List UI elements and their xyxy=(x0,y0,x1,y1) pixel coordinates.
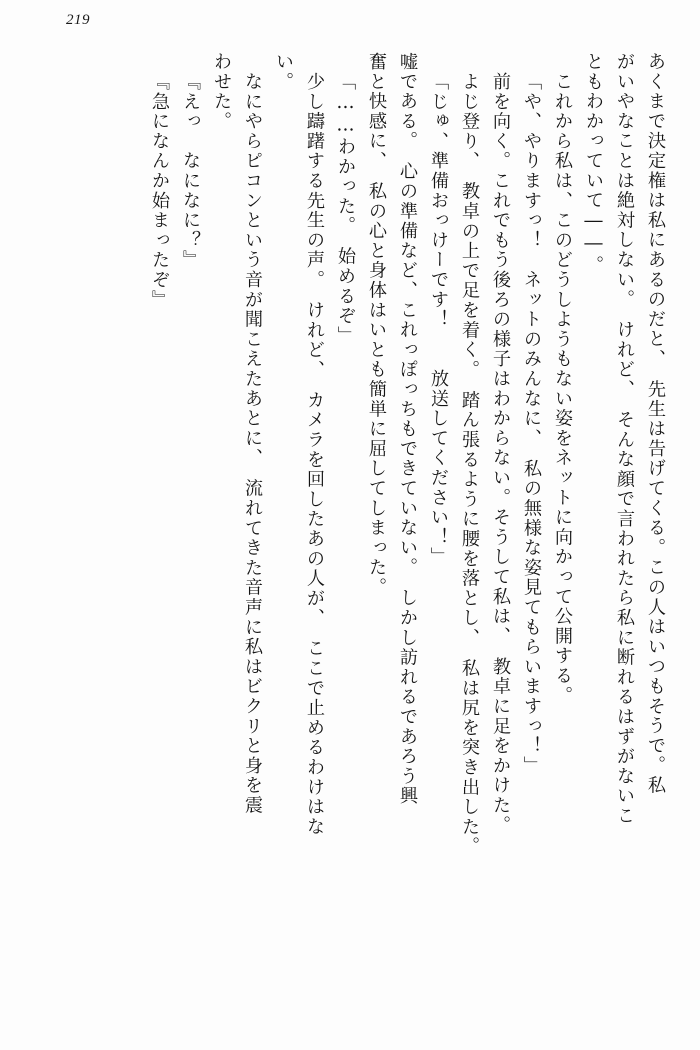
text-column: 「じゅ、準備おっけーです！ 放送してください！」 xyxy=(428,72,449,567)
text-column: 奮と快感に、 私の心と身体はいとも簡単に屈してしまった。 xyxy=(366,52,387,598)
text-column: わせた。 xyxy=(211,52,232,132)
text-column: あくまで決定権は私にあるのだと、 先生は告げてくる。この人はいつもそうで。私 xyxy=(645,52,666,796)
vertical-text-block xyxy=(30,52,664,1026)
text-column: 前を向く。これでもう後ろの様子はわからない。そうして私は、 教卓に足をかけた。 xyxy=(490,72,511,836)
text-column: ともわかっていて――。 xyxy=(583,52,604,276)
text-column: い。 xyxy=(273,52,294,92)
text-column: 『急になんか始まったぞ』 xyxy=(149,72,170,310)
text-column: なにやらピコンという音が聞こえたあとに、 流れてきた音声に私はビクリと身を震 xyxy=(242,72,263,816)
text-column: 「……わかった。 始めるぞ」 xyxy=(335,72,356,346)
text-column: よじ登り、 教卓の上で足を着く。 踏ん張るように腰を落とし、 私は尻を突き出した。 xyxy=(459,72,480,857)
text-column: 嘘である。 心の準備など、これっぽっちもできていない。 しかし訪れるであろう興 xyxy=(397,52,418,806)
page-number: 219 xyxy=(66,12,90,28)
text-column: 「や、やりますっ！ ネットのみんなに、 私の無様な姿見てもらいますっ！」 xyxy=(521,72,542,776)
text-column: これから私は、このどうしようもない姿をネットに向かって公開する。 xyxy=(552,72,573,706)
text-column: 『えっ なになに？』 xyxy=(180,72,201,270)
text-column: がいやなことは絶対しない。 けれど、 そんな顔で言われたら私に断れるはずがないこ xyxy=(614,52,635,826)
text-column: 少し躊躇する先生の声。 けれど、 カメラを回したあの人が、 ここで止めるわけはな xyxy=(304,72,325,837)
